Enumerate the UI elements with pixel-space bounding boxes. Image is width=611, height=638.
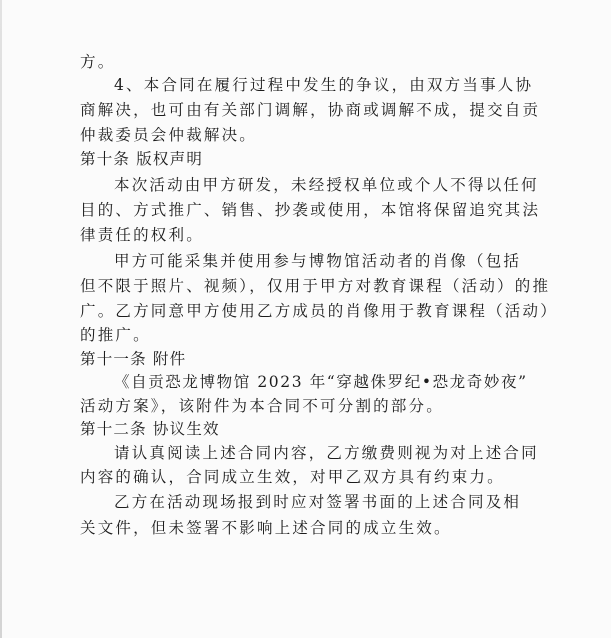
- text-line-19: 乙方在活动现场报到时应对签署书面的上述合同及相: [114, 493, 522, 511]
- section-heading-article-11: 第十一条 附件: [80, 350, 187, 368]
- text-line-14: 《自贡恐龙博物馆 2023 年“穿越侏罗纪•恐龙奇妙夜”: [114, 373, 528, 391]
- text-line-11: 广。乙方同意甲方使用乙方成员的肖像用于教育课程（活动）: [80, 302, 558, 320]
- text-line-17: 请认真阅读上述合同内容，乙方缴费则视为对上述合同: [114, 444, 539, 462]
- text-line-8: 律责任的权利。: [80, 226, 204, 244]
- text-line-12: 的推广。: [80, 326, 151, 344]
- text-line-15: 活动方案》，该附件为本合同不可分割的部分。: [80, 397, 444, 415]
- text-line-10: 但不限于照片、视频），仅用于甲方对教育课程（活动）的推: [80, 277, 551, 295]
- text-line-9: 甲方可能采集并使用参与博物馆活动者的肖像（包括: [114, 252, 522, 270]
- section-heading-article-10: 第十条 版权声明: [80, 150, 204, 168]
- text-line-7: 目的、方式推广、销售、抄袭或使用，本馆将保留追究其法: [80, 201, 541, 219]
- text-line-4: 仲裁委员会仲裁解决。: [80, 126, 258, 144]
- text-line-1: 方。: [80, 53, 116, 71]
- text-line-2: 4、本合同在履行过程中发生的争议，由双方当事人协: [114, 76, 534, 94]
- scan-margin-edge: [0, 0, 2, 638]
- text-line-18: 内容的确认，合同成立生效，对甲乙双方具有约束力。: [80, 468, 505, 486]
- text-line-20: 关文件，但未签署不影响上述合同的成立生效。: [80, 519, 452, 537]
- text-line-6: 本次活动由甲方研发，未经授权单位或个人不得以任何: [114, 176, 539, 194]
- text-line-3: 商解决，也可由有关部门调解，协商或调解不成，提交自贡: [80, 101, 541, 119]
- section-heading-article-12: 第十二条 协议生效: [80, 420, 220, 438]
